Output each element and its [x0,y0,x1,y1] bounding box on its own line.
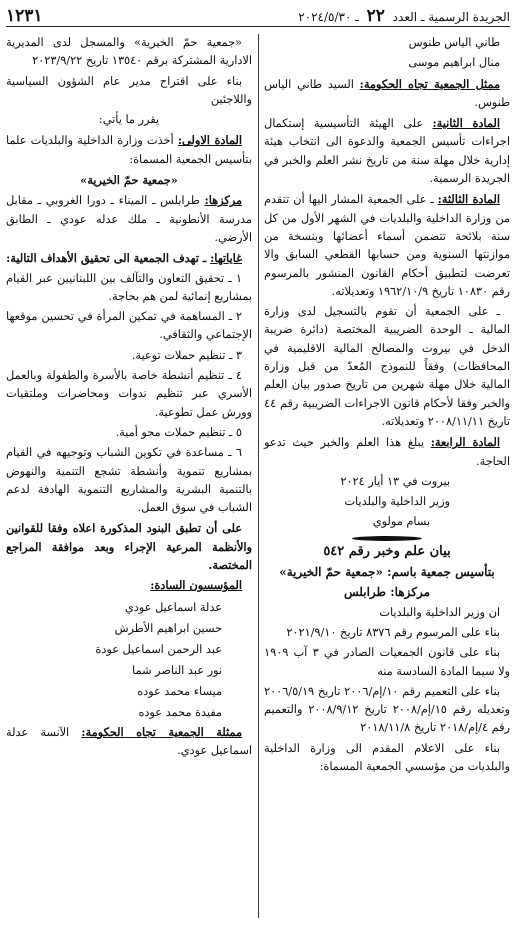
notice-subheading: بتأسيس جمعية باسم: «جمعية حمّ الخيرية» [279,565,495,580]
article-three: المادة الثالثة: ـ على الجمعية المشار اليها أن تتقدم من وزارة الداخلية والبلديات في الشهر الأول من كل سنة بلائحة تتضمن أسماء أعضائها وبنسخة من موازنتها السنوية ومن حسابها القطعي السابق والا تعرضت لتطبيق أحكام القانون المنشور بالمرسوم رقم ١٠٨٣٠ تاريخ ١٩٦٢/١٠/٩ وتعديلاته. [264,192,510,298]
founders-heading: المؤسسون السادة: [150,578,242,593]
page-header [6,4,510,27]
recital: بناء على المرسوم رقم ٨٣٧٦ تاريخ ٢٠٢١/٩/١٠ [286,625,500,639]
representative-paragraph: ممثل الجمعية تجاه الحكومة: السيد طاني الياس طنوس. [264,76,510,109]
representative-paragraph: ممثلة الجمعية تجاه الحكومة: الآنسة عدلة اسماعيل عودي. [6,724,252,757]
founder-name: عبد الرحمن اسماعيل عودة [95,642,222,656]
article-two: المادة الثانية: على الهيئة التأسيسية إستكمال اجراءات تأسيس الجمعية والدعوة الى انتخاب هيئة إدارية خلال مهلة سنة من تاريخ نشر العلم والخبر في الجريدة الرسمية. [264,116,510,186]
recital: بناء على قانون الجمعيات الصادر في ٣ آب ١٩٠٩ ولا سيما المادة السادسة منه [264,646,510,678]
objective-item: ٥ ـ تنظيم حملات محو أمية. [115,425,242,439]
recital: بناء على اقتراح مدير عام الشؤون السياسية واللاجئين [6,74,252,106]
recital: بناء على التعميم رقم ١٠/إم/٢٠٠٦ تاريخ ٢٠٠٦/٥/١٩ وتعديله رقم ١٥/إم/٢٠٠٨ تاريخ ٢٠٠٨/٩/١٢ والتعميم رقم ٤/إم/٢٠١٨ تاريخ ٢٠١٨/١١/٨ [264,684,510,735]
issue-number: ٢٢ [366,6,385,26]
right-column [264,34,510,928]
association-registration: «جمعية حمّ الخيرية» والمسجل لدى المديرية الادارية المشتركة برقم ١٣٥٤٠ تاريخ ٢٠٢٣/٩/٢٢ [6,36,252,68]
recital: بناء على الاعلام المقدم الى وزارة الداخلية والبلديات من مؤسسي الجمعية المسماة: [264,741,510,773]
minister-line: ان وزير الداخلية والبلديات [379,605,500,619]
founder-name: مفيدة محمد عوده [138,705,222,719]
objectives-heading: غاياتها: ـ تهدف الجمعية الى تحقيق الأهداف التالية: [6,251,242,266]
left-column [6,34,252,928]
association-center: مركزها: طرابلس ـ الميناء ـ دورا الغروبي ـ مقابل مدرسة الأنطونية ـ ملك عدله عودي ـ الطابق الأرضي. [6,193,252,244]
compliance-clause: على أن تطبق البنود المذكورة اعلاه وفقا للقوانين والأنظمة المرعية الإجراء وبعد موافقة المراجع المختصة. [6,521,252,573]
founder-name: حسين ابراهيم الأطرش [114,621,222,635]
issue-date: ـ ٢٠٢٤/٥/٣٠ [298,10,359,24]
column-divider [258,34,259,918]
journal-title [298,6,510,26]
tax-registration-paragraph: ـ على الجمعية أن تقوم بالتسجيل لدى وزارة المالية ـ الوحدة الضريبية المختصة (دائرة ضريبة الدخل في بيروت والمصالح المالية الاقليمية في المحافظات) وفقاً للنموذج المُعدّ من قبل وزارة المالية خلال مهلة شهرين من تاريخ صدور بيان العلم والخبر وفقا لأحكام قانون الاجراءات الضريبية رقم ٤٤ تاريخ ٢٠٠٨/١١/١١ وتعديلاته. [264,305,510,428]
signature-name: بسام مولوي [372,515,430,529]
signature-date: بيروت في ١٣ أيار ٢٠٢٤ [340,474,450,488]
notice-center: مركزها: طرابلس [343,585,431,600]
objective-item: ٦ ـ مساعدة في تكوين الشباب وتوجيهه في القيام بمشاريع تنموية وأنشطة تشجع التنمية والنهوض بالتنمية البشرية والمشاريع التنموية الهادفة لدعم الشباب في سوق العمل. [6,446,252,515]
page-number: ١٢٣١ [6,6,43,26]
notice-heading: بيان علم وخبر رقم ٥٤٢ [323,543,451,559]
founder-name: منال ابراهيم موسى [408,56,500,70]
decision-line: يقرر ما يأتي: [98,113,160,127]
objective-item: ٢ ـ المساهمة في تمكين المرأة في تحسين موقعها الإجتماعي والثقافي. [6,310,252,342]
objective-item: ٤ ـ تنظيم أنشطة خاصة بالأسرة والطفولة وبالعمل الأسري عبر تنظيم ندوات ومحاضرات وملتقيات وورش عمل تطوعية. [6,369,252,419]
article-four: المادة الرابعة: يبلغ هذا العلم والخبر حيث تدعو الحاجة. [264,435,510,468]
founder-name: ميساء محمد عوده [137,684,222,698]
founder-name: عدلة اسماعيل عودي [124,600,222,614]
section-separator [264,536,510,541]
founder-name: طاني الياس طنوس [408,36,500,49]
objective-item: ١ ـ تحقيق التعاون والتآلف بين اللبنانيين عبر القيام بمشاريع إنمائية لمن هم بحاجة. [6,271,252,303]
article-one: المادة الاولى: أخذت وزارة الداخلية والبلديات علما بتأسيس الجمعية المسماة: [6,133,252,166]
founders-list [6,597,252,723]
founder-name: نور عبد الناصر شما [132,663,222,677]
objective-item: ٣ ـ تنظيم حملات توعية. [131,348,242,362]
journal-name: الجريدة الرسمية ـ العدد [392,10,510,24]
association-name: «جمعية حمّ الخيرية» [80,173,178,188]
signature-title: وزير الداخلية والبلديات [344,495,450,509]
